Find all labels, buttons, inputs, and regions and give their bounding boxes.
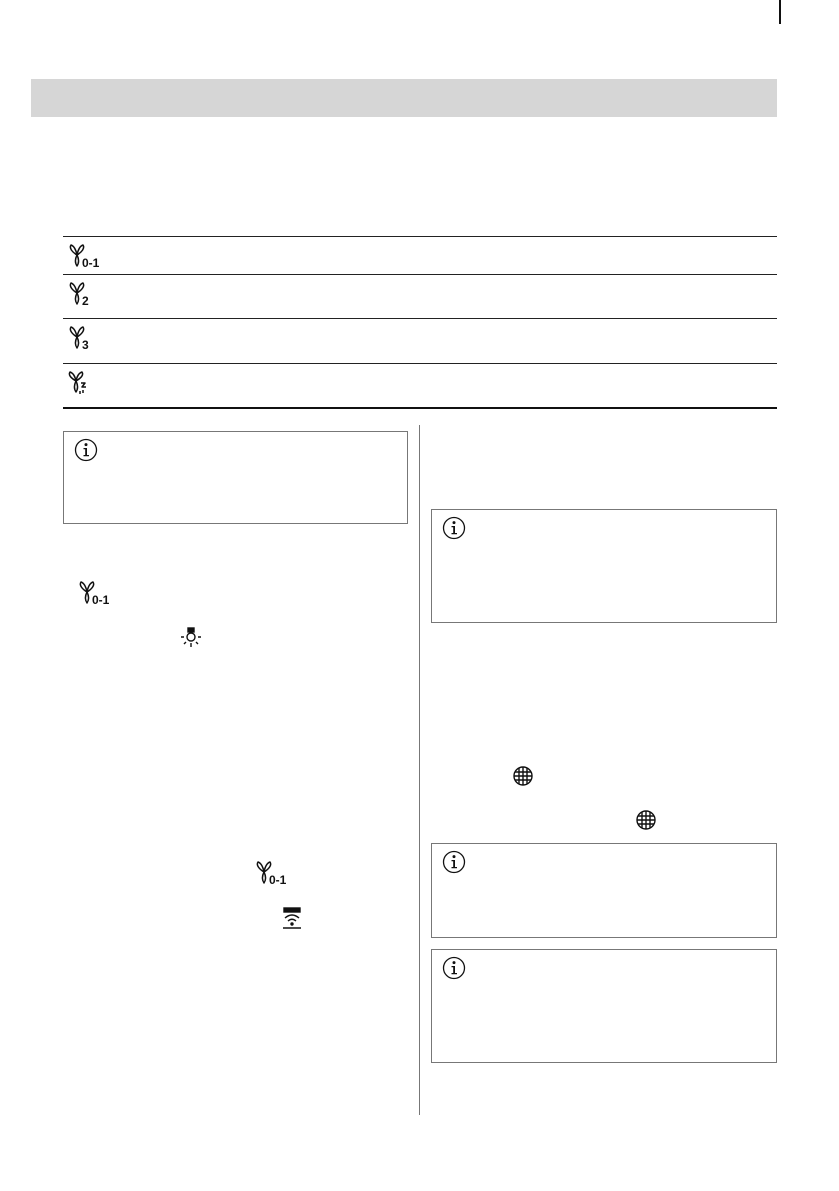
info-note (63, 431, 408, 524)
column-divider (419, 425, 420, 1115)
fan-boost-icon (65, 370, 95, 396)
fan-speed-label: 3 (82, 338, 89, 351)
info-note (431, 843, 777, 938)
info-icon (74, 438, 98, 462)
fan-speed-label: 0-1 (82, 256, 100, 269)
info-icon (442, 956, 466, 980)
grease-filter-icon (512, 765, 534, 787)
table-row (63, 237, 777, 275)
table-row (63, 319, 777, 364)
fan-speed-0-1-icon (75, 580, 135, 606)
fan-speed-3-icon (65, 325, 125, 351)
info-note (431, 509, 777, 623)
table-row (63, 275, 777, 319)
info-icon (442, 516, 466, 540)
grease-filter-icon (635, 809, 657, 831)
page-edge-marker (779, 0, 781, 24)
info-icon (442, 850, 466, 874)
section-header-bar (31, 79, 777, 117)
fan-speed-label: 2 (82, 294, 89, 307)
info-note (431, 949, 777, 1063)
wireless-connection-icon (281, 906, 303, 930)
fan-speed-0-1-icon (65, 243, 125, 269)
fan-speed-2-icon (65, 281, 125, 307)
fan-speed-label: 0-1 (269, 873, 287, 886)
fan-speed-0-1-icon (252, 860, 312, 886)
light-icon (178, 626, 204, 652)
fan-speed-label: 0-1 (92, 593, 110, 606)
table-row (63, 364, 777, 407)
fan-speed-table (63, 236, 777, 409)
